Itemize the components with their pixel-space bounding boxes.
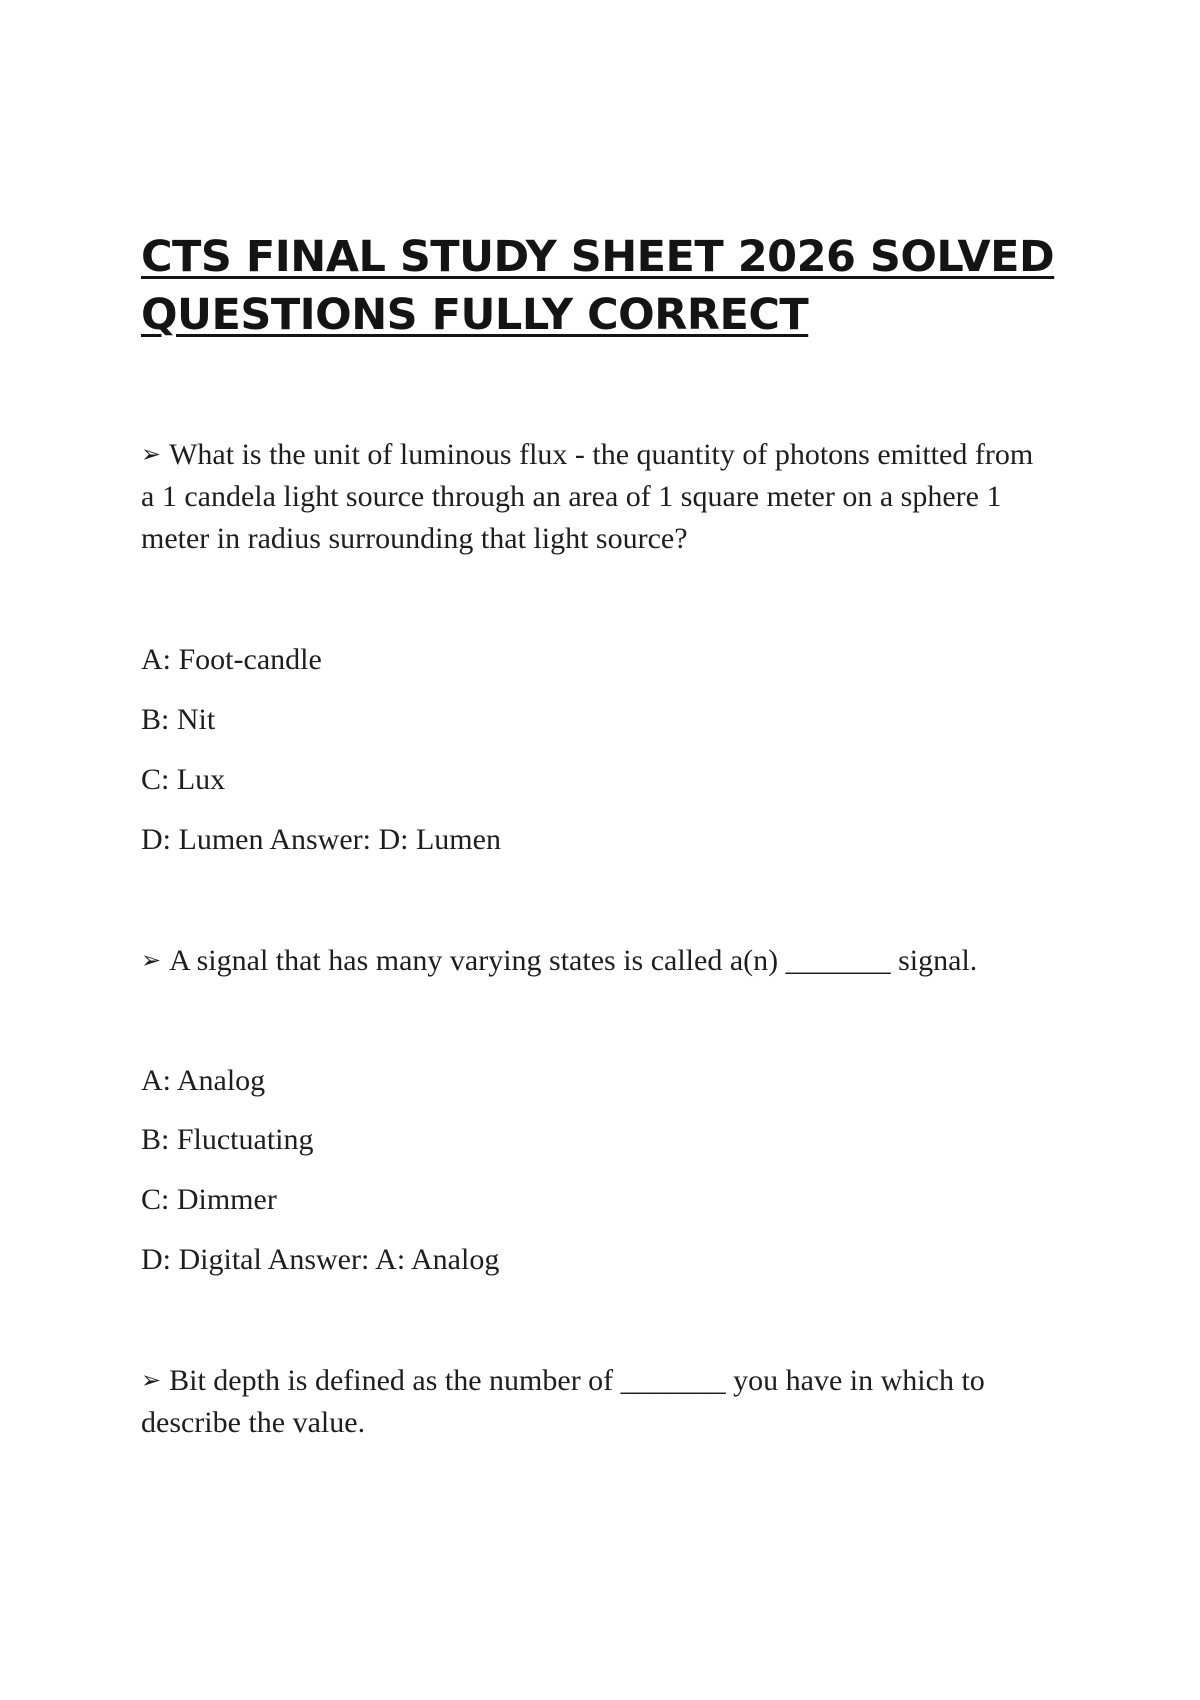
arrow-bullet-icon: ➢ xyxy=(141,442,162,468)
title-line-2: QUESTIONS FULLY CORRECT xyxy=(141,290,809,340)
question-1-option-d-answer: D: Lumen Answer: D: Lumen xyxy=(141,823,501,856)
arrow-bullet-icon: ➢ xyxy=(141,1368,162,1394)
question-2-option-b: B: Fluctuating xyxy=(141,1123,314,1156)
arrow-bullet-icon: ➢ xyxy=(141,948,162,974)
question-1-option-b: B: Nit xyxy=(141,703,216,736)
question-2 xyxy=(141,940,1046,982)
question-3 xyxy=(141,1360,1046,1444)
question-2-option-c: C: Dimmer xyxy=(141,1183,277,1216)
question-1 xyxy=(141,434,1046,560)
page-title xyxy=(141,228,1101,344)
title-line-1: CTS FINAL STUDY SHEET 2026 SOLVED xyxy=(141,232,1055,282)
question-1-option-a: A: Foot-candle xyxy=(141,643,322,676)
question-2-text: A signal that has many varying states is called a(n) _______ signal. xyxy=(169,944,978,977)
question-1-option-c: C: Lux xyxy=(141,763,226,796)
question-1-text: What is the unit of luminous flux - the quantity of photons emitted from a 1 candela light source through an area of 1 square meter on a sphere 1 meter in radius surrounding that light source? xyxy=(141,438,1034,555)
question-2-option-d-answer: D: Digital Answer: A: Analog xyxy=(141,1243,500,1276)
question-2-option-a: A: Analog xyxy=(141,1064,266,1097)
question-3-text: Bit depth is defined as the number of _______ you have in which to describe the value. xyxy=(141,1364,985,1439)
